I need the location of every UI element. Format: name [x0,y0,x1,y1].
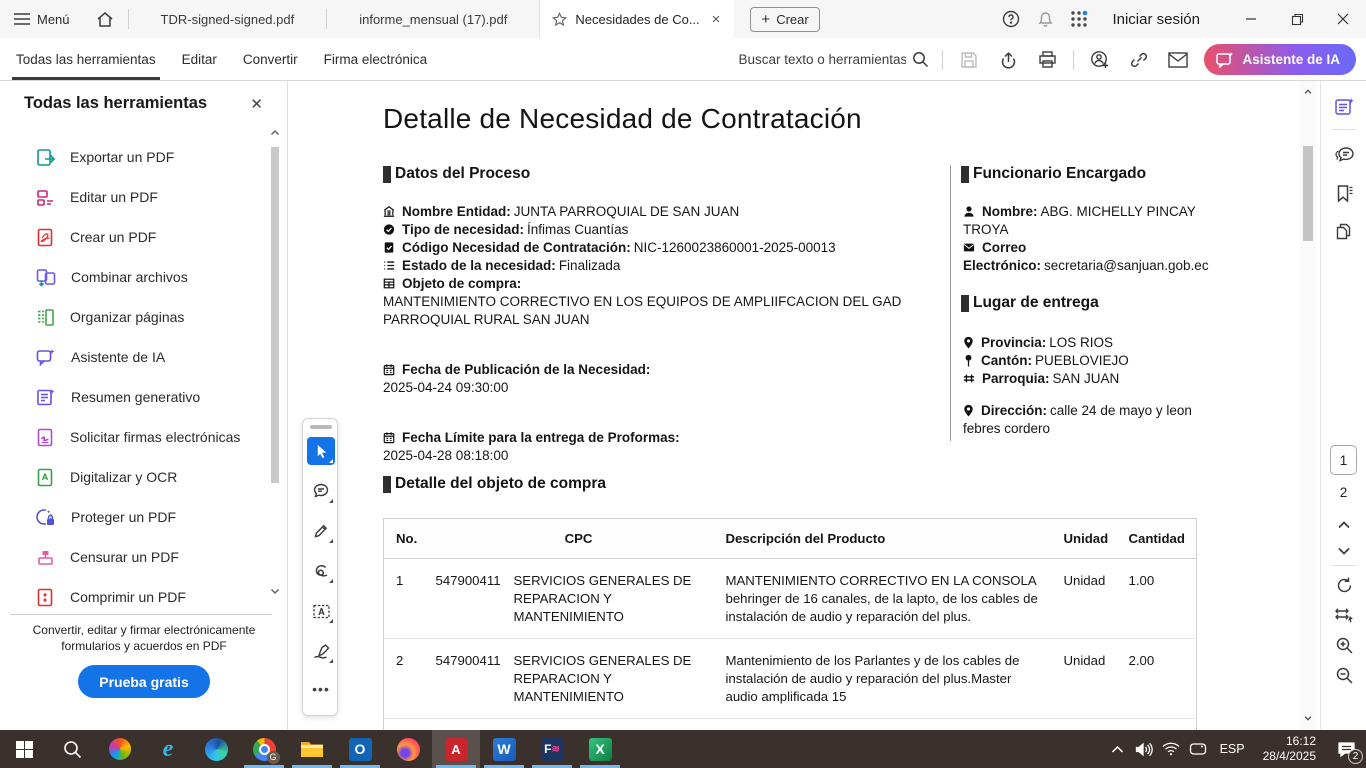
col-header-cpc: CPC [434,519,724,559]
calendar-icon [383,431,395,444]
mail-icon [1168,52,1188,68]
close-panel-icon[interactable]: ✕ [250,96,263,113]
table-header-row [384,519,1197,559]
tool-item-combinar-archivos[interactable]: Combinar archivos [0,257,262,297]
copilot-icon [109,738,131,760]
search-icon [912,51,929,68]
tray-expand-button[interactable] [1104,730,1131,768]
system-tray [1104,730,1366,768]
taskbar-explorer-button[interactable] [288,730,336,768]
section-funcionario-encargado: Funcionario Encargado [961,165,1146,183]
action-center-button[interactable] [1326,730,1366,768]
redact-pdf-icon [36,548,55,567]
tool-item-censurar-pdf[interactable]: Censurar un PDF [0,537,262,577]
scrollbar-thumb[interactable] [271,147,279,483]
firmaec-icon: F ≋ [541,738,564,761]
scroll-up-icon[interactable] [1303,87,1313,97]
tools-panel [0,81,288,730]
bank-icon [383,205,395,218]
field-nombre-entidad: Nombre Entidad: JUNTA PARROQUIAL DE SAN JUAN [383,203,933,221]
tool-item-solicitar-firmas[interactable]: Solicitar firmas electrónicas [0,417,262,457]
taskbar-chrome-button[interactable] [240,730,288,768]
select-tool-button[interactable] [307,437,335,465]
field-codigo-necesidad: Código Necesidad de Contratación: NIC-1260023860001-2025-00013 [383,239,933,257]
next-page-button[interactable] [1332,539,1356,563]
location-icon [963,404,974,417]
pages-icon [1335,222,1354,241]
section-bar [383,166,391,183]
minimize-icon [1245,13,1257,25]
fill-sign-icon [313,644,330,659]
fit-width-icon [1334,605,1354,625]
generative-summary-icon [36,388,56,407]
add-text-box-icon [313,604,330,619]
field-provincia: Provincia: LOS RIOS [963,334,1211,352]
mail-icon [963,241,975,254]
zoom-in-icon [1335,636,1354,655]
pin-icon [963,354,974,367]
apps-grid-icon [1070,10,1088,28]
section-bar [383,476,391,493]
draw-tool-icon [313,564,329,578]
taskbar-acrobat-button[interactable] [432,730,480,768]
email-button[interactable] [1165,45,1191,75]
help-button[interactable] [994,0,1028,38]
firefox-icon [397,738,420,761]
restore-button[interactable] [1274,0,1320,38]
rotate-icon [1335,576,1354,595]
outlook-icon: O [349,738,372,761]
organize-pages-icon [36,308,55,327]
start-button[interactable] [0,730,48,768]
table-row [384,719,1197,731]
menu-label: Menú [37,11,70,27]
internet-explorer-icon: e [162,735,174,762]
close-icon [1337,13,1349,25]
page-number-2[interactable]: 2 [1339,484,1348,500]
section-lugar-de-entrega: Lugar de entrega [961,294,1099,312]
chevron-up-icon [1337,520,1351,530]
scrollbar-thumb[interactable] [1303,146,1313,241]
help-icon [1002,10,1020,28]
clock[interactable] [1253,734,1326,764]
col-header-cantidad: Cantidad [1129,519,1197,559]
file-tab-active[interactable] [539,0,734,38]
taskbar [0,730,1366,768]
page-number-current[interactable]: 1 [1330,445,1357,475]
divider [1332,129,1356,130]
acrobat-icon: A [445,738,468,761]
tool-item-crear-pdf[interactable]: Crear un PDF [0,217,262,257]
chevron-up-icon [1111,745,1124,754]
language-indicator[interactable]: ESP [1219,742,1245,756]
objeto-compra-text: MANTENIMIENTO CORRECTIVO EN LOS EQUIPOS DE AMPLIIFCACION DEL GAD PARROQUIAL RURAL SAN JUAN [383,294,902,327]
divider [1073,50,1074,70]
scroll-down-icon[interactable] [1303,713,1313,723]
previous-page-button[interactable] [1332,513,1356,537]
tab-firma-electronica[interactable]: Firma electrónica [323,51,428,67]
zoom-in-button[interactable] [1332,633,1356,657]
notification-badge: 2 [1348,749,1363,764]
document-scrollbar[interactable] [1300,81,1316,730]
minimize-button[interactable] [1228,0,1274,38]
file-tab-2[interactable]: informe_mensual (17).pdf [359,11,508,27]
file-tab-1[interactable]: TDR-signed-signed.pdf [160,11,295,27]
wifi-icon [1162,742,1180,756]
detalle-compra-table [383,518,1197,730]
taskbar-ie-button[interactable] [144,730,192,768]
tools-list [0,137,262,617]
column-divider [950,165,951,441]
tab-editar[interactable]: Editar [181,51,217,67]
tool-item-proteger-pdf[interactable]: Proteger un PDF [0,497,262,537]
tools-panel-title: Todas las herramientas [24,94,208,112]
restore-icon [1291,13,1304,26]
home-button[interactable] [82,0,128,38]
volume-icon [1135,742,1153,757]
page-thumbnails-button[interactable] [1332,219,1356,243]
file-explorer-icon [300,739,324,759]
rotate-page-button[interactable] [1332,573,1356,597]
zoom-out-button[interactable] [1332,663,1356,687]
draw-tool-button[interactable] [307,557,335,585]
field-objeto-compra: Objeto de compra: [383,275,933,293]
app-launcher-button[interactable] [1062,0,1096,38]
share-button[interactable] [995,45,1021,75]
taskbar-word-button[interactable] [480,730,528,768]
comment-tool-icon [313,483,330,499]
lugar-fields [963,334,1211,438]
datos-proceso-fields [383,203,933,465]
free-trial-button[interactable]: Prueba gratis [78,665,210,698]
tool-item-organizar-paginas[interactable]: Organizar páginas [0,297,262,337]
section-bar [961,295,969,312]
save-button[interactable] [956,45,982,75]
share-icon [999,50,1018,69]
tab-todas-las-herramientas[interactable]: Todas las herramientas [8,38,164,80]
field-estado-necesidad: Estado de la necesidad: Finalizada [383,257,933,275]
table-icon [383,277,395,290]
tools-panel-scrollbar[interactable] [269,127,281,597]
wifi-button[interactable] [1158,730,1185,768]
excel-icon: X [589,738,612,761]
request-signatures-button[interactable] [1087,45,1113,75]
get-link-button[interactable] [1126,45,1152,75]
compress-pdf-icon [36,588,55,607]
display-device-button[interactable] [1185,730,1212,768]
col-header-unidad: Unidad [1064,519,1129,559]
menu-button[interactable] [0,0,82,38]
close-tab-icon[interactable]: × [711,10,721,28]
generative-summary-button[interactable] [1332,95,1356,119]
check-badge-icon [383,223,395,236]
taskbar-edge-button[interactable] [192,730,240,768]
taskbar-excel-button[interactable] [576,730,624,768]
right-rail [1320,81,1366,730]
document-viewer [288,81,1320,730]
link-icon [1129,50,1149,70]
google-badge: G [267,751,280,764]
map-pin-icon [963,336,974,349]
fit-width-button[interactable] [1332,603,1356,627]
scroll-down-icon[interactable] [269,585,281,597]
fecha-limite-value: 2025-04-28 08:18:00 [383,448,509,463]
edge-icon [205,738,228,761]
generative-summary-icon [1334,97,1355,117]
bell-icon [1037,10,1054,28]
fecha-publicacion-value: 2025-04-24 09:30:00 [383,380,509,395]
taskbar-firmaec-button[interactable] [528,730,576,768]
active-tab-label: Necesidades de Co... [575,11,700,27]
taskbar-firefox-button[interactable] [384,730,432,768]
ai-assistant-button[interactable]: Asistente de IA [1204,44,1356,75]
comments-icon [1334,146,1355,165]
drag-handle[interactable] [310,425,332,429]
search-box[interactable] [738,51,929,68]
titlebar [0,0,1366,38]
date: 28/4/2025 [1262,749,1316,763]
create-button[interactable]: + Crear [750,7,819,32]
field-fecha-limite: Fecha Límite para la entrega de Proformas: [383,429,933,447]
taskbar-copilot-button[interactable] [96,730,144,768]
divider [942,50,943,70]
tool-item-editar-pdf[interactable]: Editar un PDF [0,177,262,217]
section-detalle-objeto-compra: Detalle del objeto de compra [383,475,606,493]
field-canton: Cantón: PUEBLOVIEJO [963,352,1211,370]
export-pdf-icon [36,148,55,167]
tool-item-exportar-pdf[interactable]: Exportar un PDF [0,137,262,177]
tool-item-digitalizar-ocr[interactable]: Digitalizar y OCR [0,457,262,497]
col-header-no: No. [384,519,434,559]
chevron-down-icon [1337,546,1351,556]
home-icon [96,11,114,28]
bookmarks-panel-button[interactable] [1332,181,1356,205]
scan-ocr-icon [36,468,55,487]
field-nombre: Nombre: ABG. MICHELLY PINCAY TROYA [963,204,1196,237]
doc-check-icon [383,241,395,254]
add-text-box-tool-button[interactable] [307,597,335,625]
more-tools-button[interactable]: ••• [312,681,330,697]
save-icon [960,51,978,69]
taskbar-outlook-button[interactable] [336,730,384,768]
volume-button[interactable] [1131,730,1158,768]
pencil-icon [313,523,329,539]
chrome-icon [253,738,276,761]
taskbar-search-button[interactable] [48,730,96,768]
hamburger-icon [14,13,30,25]
plus-icon: + [761,10,771,28]
device-icon [1189,742,1207,756]
table-row: 2 547900411 SERVICIOS GENERALES DE REPARACION Y MANTENIMIENTO Mantenimiento de los Parlantes y de los cables de instalación de audio y reparación del plus.Master audio amplificada 15 Unidad 2.00 [384,639,1197,719]
document-title: Detalle de Necesidad de Contratación [383,103,862,134]
comments-panel-button[interactable] [1332,143,1356,167]
add-user-icon [1090,50,1110,70]
ai-chat-icon [1216,51,1234,68]
tab-convertir[interactable]: Convertir [242,51,298,67]
section-datos-del-proceso: Datos del Proceso [383,165,530,183]
list-icon [383,259,395,272]
col-header-descripcion: Descripción del Producto [724,519,1064,559]
create-pdf-icon [36,228,55,247]
search-icon [63,740,82,759]
bookmark-icon [1335,184,1354,203]
print-button[interactable] [1034,45,1060,75]
ai-assistant-icon [36,348,56,367]
zoom-out-icon [1335,666,1354,685]
star-icon [552,12,567,27]
select-tool-icon [314,444,329,459]
field-tipo-necesidad: Tipo de necesidad: Ínfimas Cuantías [383,221,933,239]
scroll-up-icon[interactable] [269,127,281,139]
close-window-button[interactable] [1320,0,1366,38]
funcionario-fields [963,203,1209,275]
fill-sign-tool-button[interactable] [307,637,335,665]
notifications-button[interactable] [1028,0,1062,38]
quick-tools-toolbar [302,418,338,716]
trial-promo-text: Convertir, editar y firmar electrónicamente formularios y acuerdos en PDF [32,623,256,653]
table-row: 1 547900411 SERVICIOS GENERALES DE REPARACION Y MANTENIMIENTO MANTENIMIENTO CORRECTIVO EN LA CONSOLA behringer de 16 canales, de la lapto, de los cables de instalación de audio y reparación del plus. Unidad 1.00 [384,559,1197,639]
sign-in-button[interactable]: Iniciar sesión [1112,10,1200,28]
calendar-icon [383,363,395,376]
field-fecha-publicacion: Fecha de Publicación de la Necesidad: [383,361,933,379]
highlight-tool-button[interactable] [307,517,335,545]
divider [10,614,272,615]
windows-icon [16,741,33,758]
divider [1332,565,1356,566]
edit-pdf-icon [36,188,55,207]
request-signatures-icon [36,428,55,447]
tool-item-comprimir-pdf[interactable]: Comprimir un PDF [0,577,262,617]
combine-files-icon [36,268,56,287]
time: 16:12 [1285,734,1316,748]
tool-item-asistente-ia[interactable]: Asistente de IA [0,337,262,377]
road-icon [963,372,975,385]
search-input[interactable] [738,52,906,67]
section-bar [961,166,969,183]
word-icon: W [493,738,516,761]
person-icon [963,205,975,218]
protect-pdf-icon [36,508,56,527]
comment-tool-button[interactable] [307,477,335,505]
field-direccion: Dirección: calle 24 de mayo y leon febres cordero [963,403,1192,436]
print-icon [1038,51,1057,69]
field-parroquia: Parroquia: SAN JUAN [963,370,1211,388]
toolbar [0,38,1366,81]
tool-item-resumen-generativo[interactable]: Resumen generativo [0,377,262,417]
field-correo: Correo Electrónico: secretaria@sanjuan.gob.ec [963,240,1209,273]
